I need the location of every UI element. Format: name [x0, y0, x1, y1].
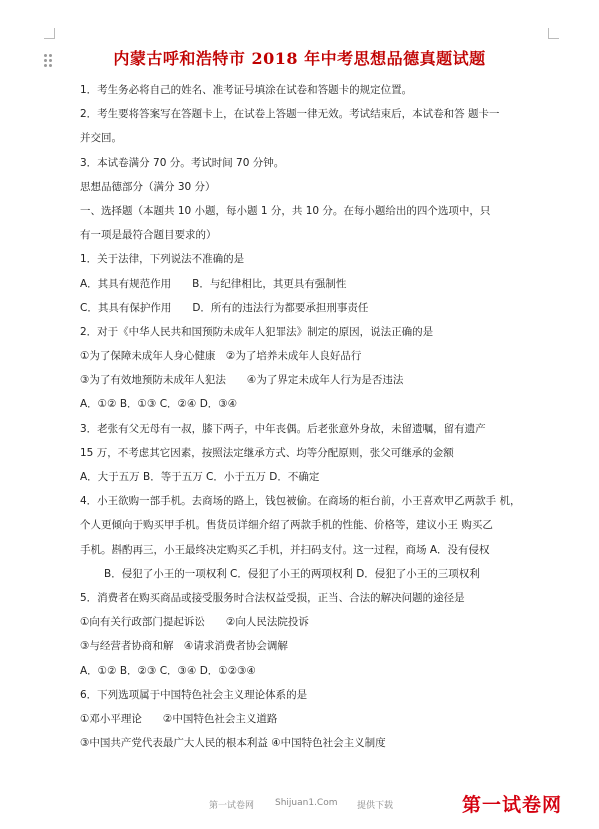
footer-site-name: 第一试卷网 — [209, 801, 255, 811]
statement-options: ①为了保障未成年人身心健康 ②为了培养未成年人良好品行 — [80, 350, 362, 363]
question-text: 6．下列选项属于中国特色社会主义理论体系的是 — [80, 688, 308, 701]
page-title: 内蒙古呼和浩特市 2018 年中考思想品德真题试题 — [113, 49, 486, 68]
answer-options: A．①② B．①③ C．②④ D．③④ — [80, 398, 238, 411]
question-text: 个人更倾向于购买甲手机。售货员详细介绍了两款手机的性能、价格等，建议小王 购买乙 — [80, 519, 493, 532]
text-line: 1．考生务必将自己的姓名、准考证号填涂在试卷和答题卡的规定位置。 — [80, 84, 413, 96]
question-text: 4．小王欲购一部手机。去商场的路上，钱包被偷。在商场的柜台前，小王喜欢甲乙两款手 机， — [80, 495, 521, 508]
text-line: 3．本试卷满分 70 分。考试时间 70 分钟。 — [80, 156, 285, 169]
statement-options: ③中国共产党代表最广大人民的根本利益 ④中国特色社会主义制度 — [80, 737, 386, 750]
statement-options: ③与经营者协商和解 ④请求消费者协会调解 — [80, 640, 288, 653]
question-text: 3．老张有父无母有一叔，膝下两子，中年丧偶。后老张意外身故，未留遗嘱，留有遗产 — [80, 422, 486, 435]
answer-options: C．其具有保护作用 D．所有的违法行为都要承担刑事责任 — [80, 301, 369, 314]
answer-options: A．大于五万 B．等于五万 C．小于五万 D．不确定 — [80, 471, 320, 483]
footer-site-url[interactable]: Shijuan1.Com — [275, 798, 338, 808]
text-line: 并交回。 — [80, 132, 122, 145]
statement-options: ①邓小平理论 ②中国特色社会主义道路 — [80, 712, 278, 725]
footer-provider: 提供下载 — [357, 801, 394, 811]
question-text: 手机。斟酌再三，小王最终决定购买乙手机，并扫码支付。这一过程，商场 A．没有侵权 — [80, 543, 490, 556]
question-text: 2．对于《中华人民共和国预防未成年人犯罪法》制定的原因，说法正确的是 — [80, 325, 434, 338]
text-line: 有一项是最符合题目要求的） — [80, 229, 217, 242]
statement-options: ①向有关行政部门提起诉讼 ②向人民法院投诉 — [80, 616, 309, 629]
section-heading: 思想品德部分（满分 30 分） — [80, 180, 216, 193]
answer-options: A．①② B．②③ C．③④ D．①②③④ — [80, 664, 256, 677]
answer-options: A．其具有规范作用 B．与纪律相比，其更具有强制性 — [80, 277, 347, 290]
watermark-logo: 第一试卷网 — [462, 794, 563, 816]
answer-options: B．侵犯了小王的一项权利 C．侵犯了小王的两项权利 D．侵犯了小王的三项权利 — [104, 567, 480, 580]
page-corner-mark-right — [548, 28, 559, 39]
document-body — [80, 78, 540, 755]
question-text: 15 万，不考虑其它因素，按照法定继承方式、均等分配原则，张父可继承的金额 — [80, 446, 454, 459]
question-text: 1．关于法律，下列说法不准确的是 — [80, 253, 245, 266]
question-text: 5．消费者在购买商品或接受服务时合法权益受损，正当、合法的解决问题的途径是 — [80, 591, 465, 604]
text-line: 一、选择题（本题共 10 小题，每小题 1 分，共 10 分。在每小题给出的四个选项中，只 — [80, 204, 491, 217]
statement-options: ③为了有效地预防未成年人犯法 ④为了界定未成年人行为是否违法 — [80, 374, 404, 387]
text-line: 2．考生要将答案写在答题卡上，在试卷上答题一律无效。考试结束后，本试卷和答 题卡一 — [80, 108, 500, 121]
page-corner-mark-left — [44, 28, 55, 39]
